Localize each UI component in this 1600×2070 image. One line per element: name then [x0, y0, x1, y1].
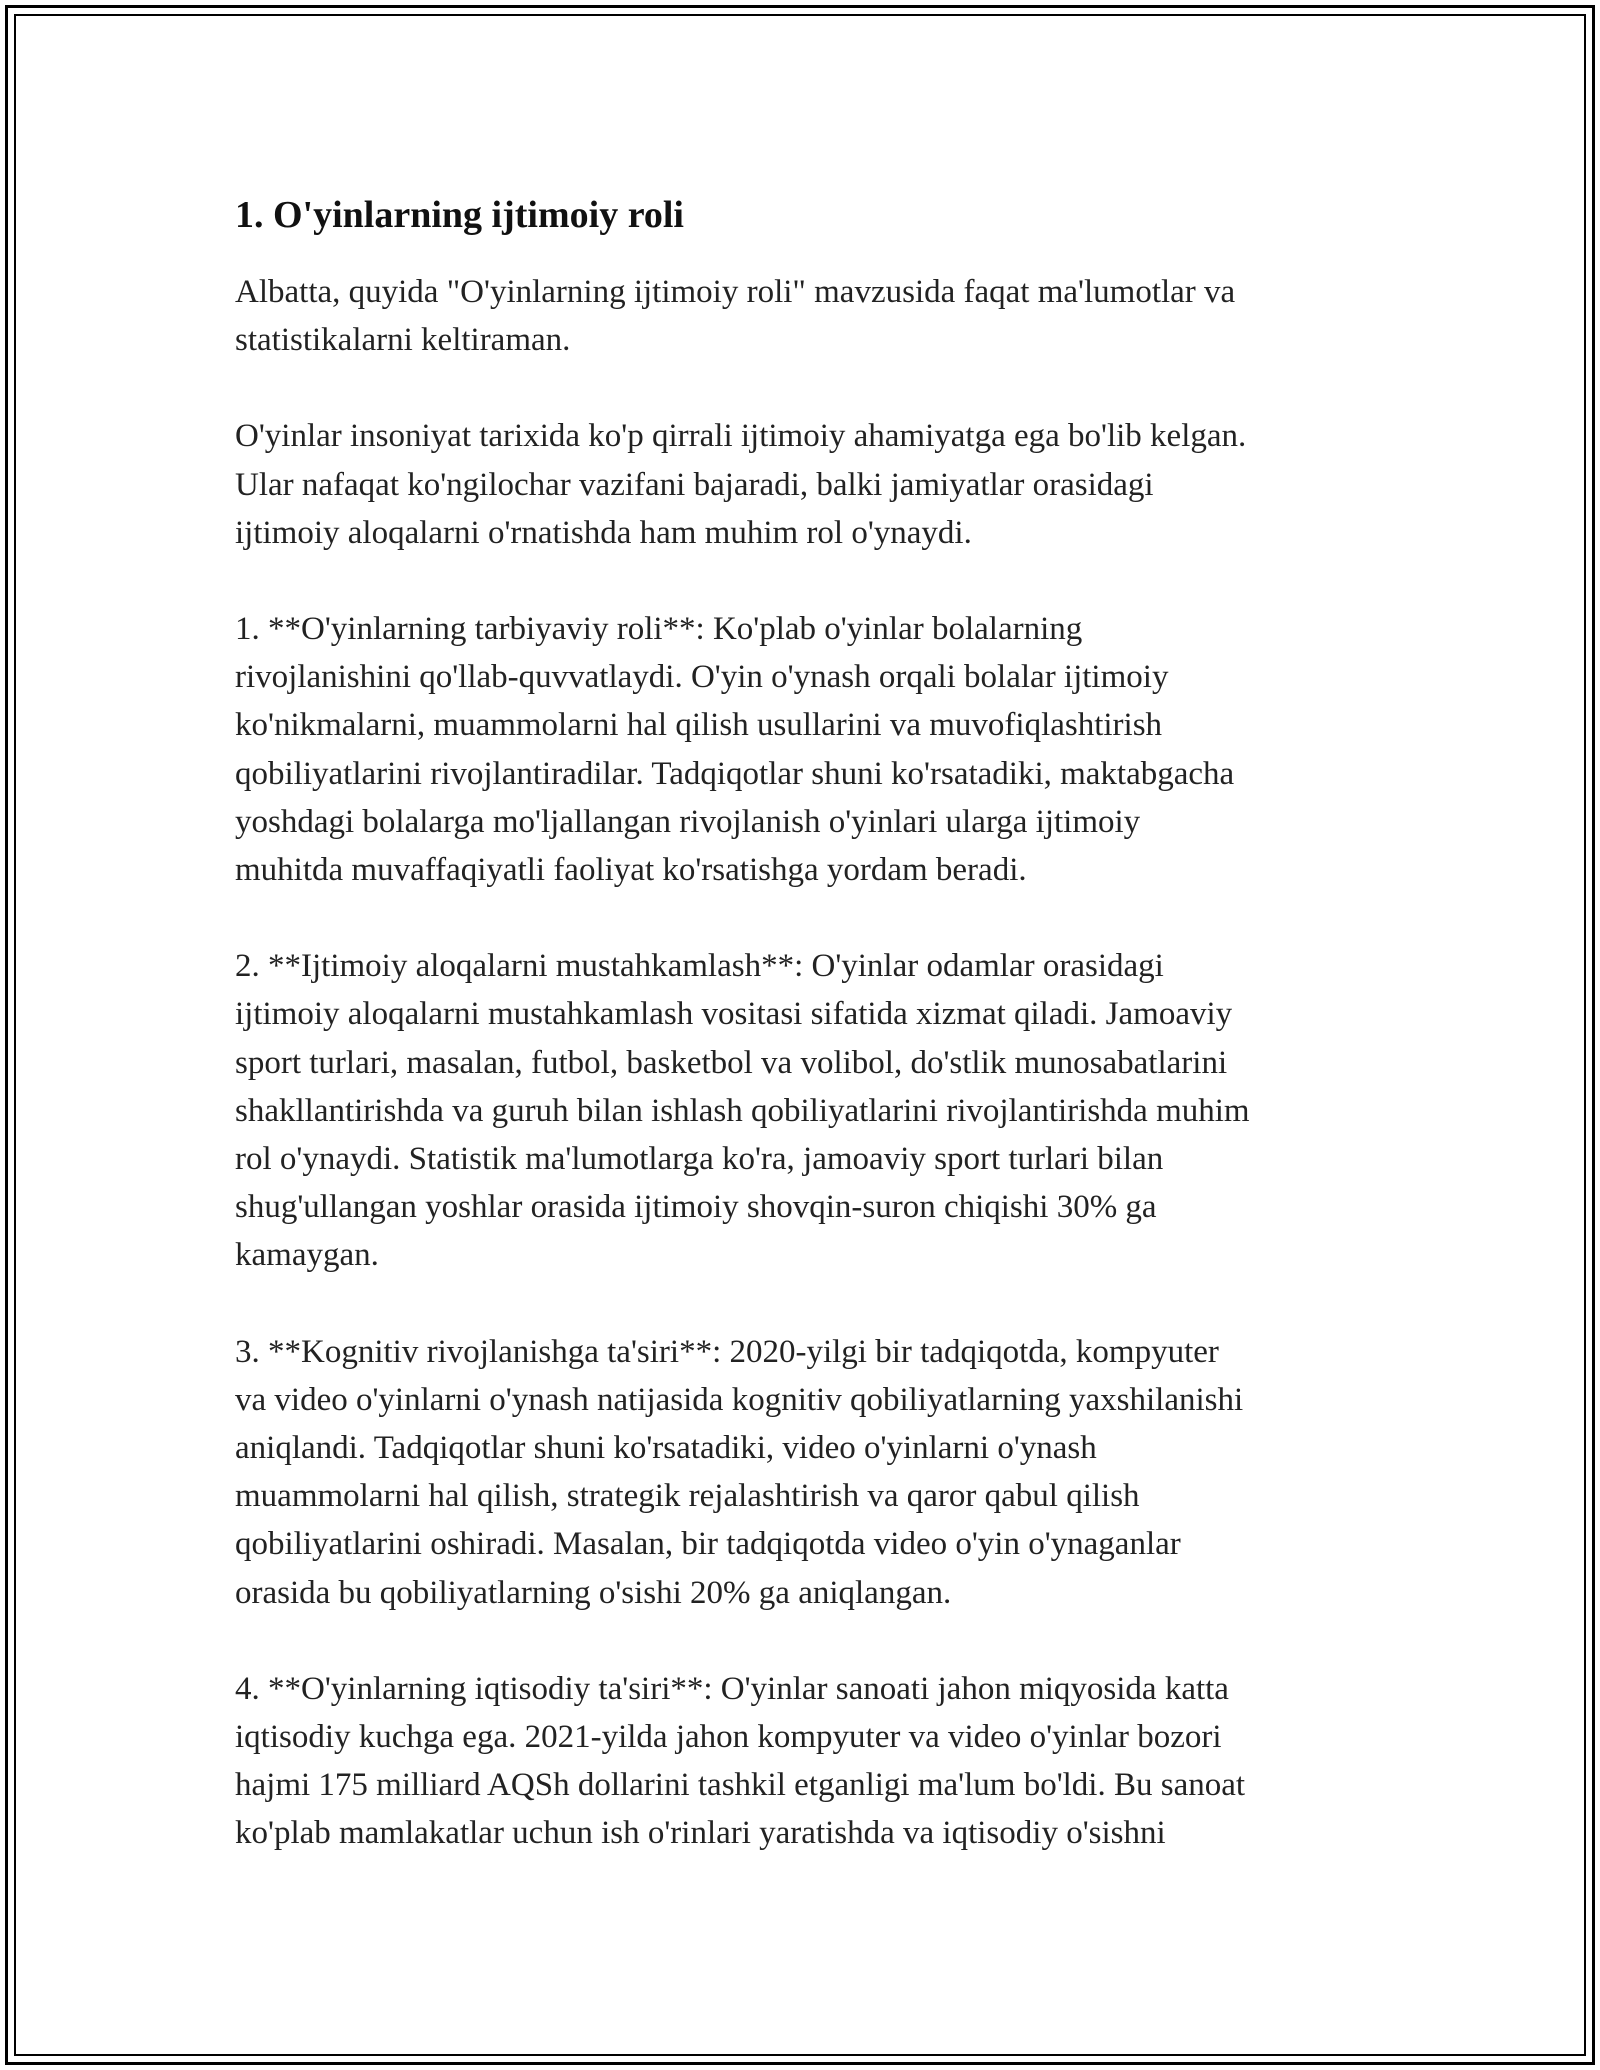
educational-role-paragraph: 1. **O'yinlarning tarbiyaviy roli**: Ko'plab o'yinlar bolalarning rivojlanishini qo'llab-quvvatlaydi. O'yin o'ynash orqali bolalar ijtimoiy ko'nikmalarni, muammolarni hal qilish usullarini va muvofiqlashtirish qobiliyatlarini rivojlantiradilar. Tadqiqotlar shuni ko'rsatadiki, maktabgacha yoshdagi bolalarga mo'ljallangan rivojlanish o'yinlari ularga ijtimoiy muhitda muvaffaqiyatli faoliyat ko'rsatishga yordam beradi.: [235, 611, 1235, 889]
overview-paragraph: O'yinlar insoniyat tarixida ko'p qirrali ijtimoiy ahamiyatga ega bo'lib kelgan. Ular nafaqat ko'ngilochar vazifani bajaradi, balki jamiyatlar orasidagi ijtimoiy aloqalarni o'rnatishda ham muhim rol o'ynaydi.: [235, 418, 1247, 551]
economic-impact-paragraph: 4. **O'yinlarning iqtisodiy ta'siri**: O'yinlar sanoati jahon miqyosida katta iqtisodiy kuchga ega. 2021-yilda jahon kompyuter va video o'yinlar bozori hajmi 175 milliard AQSh dollarini tashkil etganligi ma'lum bo'ldi. Bu sanoat ko'plab mamlakatlar uchun ish o'rinlari yaratishda va iqtisodiy o'sishni: [235, 1670, 1246, 1852]
document-page: [235, 186, 1365, 1858]
social-bonds-paragraph: 2. **Ijtimoiy aloqalarni mustahkamlash**: O'yinlar odamlar orasidagi ijtimoiy aloqalarni mustahkamlash vositasi sifatida xizmat qiladi. Jamoaviy sport turlari, masalan, futbol, basketbol va volibol, do'stlik munosabatlarini shakllantirishda va guruh bilan ishlash qobiliyatlarini rivojlantirishda muhim rol o'ynaydi. Statistik ma'lumotlarga ko'ra, jamoaviy sport turlari bilan shug'ullangan yoshlar orasida ijtimoiy shovqin-suron chiqishi 30% ga kamaygan.: [235, 948, 1250, 1274]
intro-paragraph: Albatta, quyida "O'yinlarning ijtimoiy roli" mavzusida faqat ma'lumotlar va statistikalarni keltiraman.: [235, 274, 1236, 359]
cognitive-impact-paragraph: 3. **Kognitiv rivojlanishga ta'siri**: 2020-yilgi bir tadqiqotda, kompyuter va video o'yinlarni o'ynash natijasida kognitiv qobiliyatlarning yaxshilanishi aniqlandi. Tadqiqotlar shuni ko'rsatadiki, video o'yinlarni o'ynash muammolarni hal qilish, strategik rejalashtirish va qaror qabul qilish qobiliyatlarini oshiradi. Masalan, bir tadqiqotda video o'yin o'ynaganlar orasida bu qobiliyatlarning o'sishi 20% ga aniqlangan.: [235, 1333, 1244, 1611]
section-heading: 1. O'yinlarning ijtimoiy roli: [235, 194, 684, 236]
